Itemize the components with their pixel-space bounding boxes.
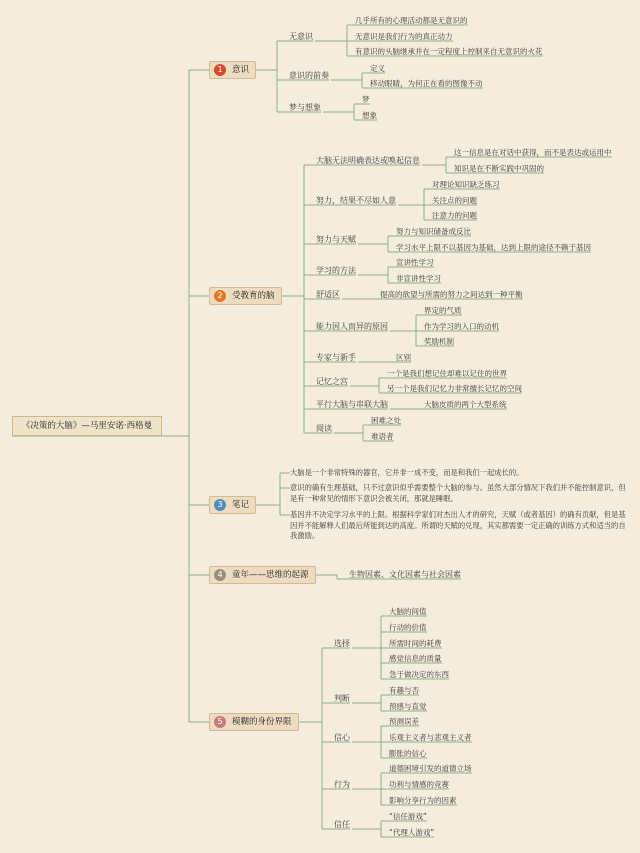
b1-c3-item-2: 想象 — [362, 111, 377, 120]
b2-c8-item-1: 一个是我们想记住却难以记住的世界 — [387, 369, 507, 378]
b5-child-1: 选择 — [334, 639, 350, 648]
b5-child-3: 信心 — [334, 733, 350, 742]
b5-c3-item-2: 乐观主义者与悲观主义者 — [389, 733, 472, 742]
b1-child-2: 意识的前奏 — [289, 71, 329, 80]
b1-c1-item-3: 有意识的头脑继承并在一定程度上控制来自无意识的火花 — [355, 47, 543, 56]
b5-c2-item-2: 预感与直觉 — [389, 702, 427, 711]
number-badge-3: 3 — [214, 499, 226, 511]
b5-c1-item-4: 感觉信息的质量 — [389, 654, 442, 663]
b5-c1-item-3: 所需时间的耗费 — [389, 639, 442, 648]
b2-c1-item-2: 知识是在不断实践中巩固的 — [454, 164, 544, 173]
b2-c9-item-1: 大脑皮质的两个大型系统 — [424, 400, 507, 409]
b5-c4-item-1: 道德困境引发的道德立场 — [389, 764, 472, 773]
b2-c7-item-1: 区别 — [396, 353, 411, 362]
b5-c2-item-1: 有趣与否 — [389, 686, 419, 695]
b2-c5-item-1: 提高的欲望与所需的努力之间达到一种平衡 — [380, 290, 523, 299]
b1-c3-item-1: 梦 — [362, 95, 370, 104]
b2-c2-item-1: 对理论知识缺乏练习 — [432, 180, 500, 189]
branch-1-node — [209, 61, 256, 79]
branch-1-label: 意识 — [232, 65, 250, 75]
note-paragraph-3: 基因并不决定学习水平的上限。根据科学家们对杰出人才的研究，天赋（或者基因）的确有贡献，但是基因并不能解释人们最后所能到达的高度。所谓的天赋的兑现，其实都需要一定正确的训练方式和适当的自我激励。 — [290, 510, 626, 541]
b1-c2-item-1: 定义 — [370, 64, 385, 73]
branch-2-node — [209, 287, 282, 305]
number-badge-1: 1 — [214, 64, 226, 76]
b5-c1-item-2: 行动的价值 — [389, 623, 427, 632]
b2-c10-item-1: 困难之处 — [371, 416, 401, 425]
b2-c2-item-3: 注意力的问题 — [432, 211, 477, 220]
branch-3-node — [209, 496, 256, 514]
b2-c1-item-1: 这一信息是在对话中获得，而不是表达或运用中 — [454, 148, 612, 157]
note-paragraph-2: 意识的确有生理基础，只不过意识似乎需要整个大脑的参与。虽然大部分情况下我们并不能控制意识，但是有一种常见的情形下意识会被关闭，那就是睡眠。 — [290, 483, 626, 503]
b1-c1-item-2: 无意识是我们行为的真正动力 — [355, 32, 453, 41]
b4-child-1: 生物因素、文化因素与社会因素 — [349, 570, 461, 579]
branch-5-node — [209, 713, 299, 731]
b5-child-4: 行为 — [334, 780, 350, 789]
b2-child-8: 记忆之宫 — [316, 377, 348, 386]
b5-child-2: 判断 — [334, 694, 350, 703]
branch-4-node — [209, 566, 316, 584]
branch-4-label: 童年——思维的起源 — [232, 570, 309, 580]
b2-c8-item-2: 另一个是我们记忆力非常擅长记忆的空间 — [387, 384, 522, 393]
b2-child-6: 能力因人而异的原因 — [316, 322, 388, 331]
b5-c3-item-1: 预测误差 — [389, 717, 419, 726]
note-paragraph-1: 大脑是一个非常特殊的器官，它并非一成不变，而是和我们一起成长的。 — [290, 468, 524, 477]
b5-c5-item-2: “代理人游戏” — [389, 828, 435, 837]
root-node: 《决策的大脑》—马里安诺·西格曼 — [12, 416, 162, 436]
b2-child-7: 专家与新手 — [316, 353, 356, 362]
branch-3-label: 笔记 — [232, 500, 250, 510]
branch-5-label: 模糊的身份界限 — [232, 717, 292, 727]
number-badge-2: 2 — [214, 290, 226, 302]
b5-c1-item-1: 大脑的间值 — [389, 607, 427, 616]
b2-child-2: 努力，结果不尽如人意 — [316, 196, 396, 205]
b2-child-10: 阅读 — [316, 424, 332, 433]
b2-c3-item-2: 学习水平上限不以基因为基础，达到上限的途径不赖于基因 — [396, 243, 591, 252]
b1-c1-item-1: 几乎所有的心理活动都是无意识的 — [355, 16, 468, 25]
branch-2-label: 受教育的脑 — [232, 291, 275, 301]
b2-c6-item-1: 界定的气质 — [424, 306, 462, 315]
b2-c10-item-2: 难语者 — [371, 432, 394, 441]
b2-child-9: 平行大脑与串联大脑 — [316, 400, 388, 409]
b2-c4-item-1: 宣讲性学习 — [396, 258, 434, 267]
b5-c5-item-1: “信任游戏” — [389, 812, 427, 821]
b2-child-3: 努力与天赋 — [316, 235, 356, 244]
b5-c1-item-5: 急于做决定的东西 — [389, 670, 449, 679]
b1-child-3: 梦与想象 — [289, 103, 321, 112]
b2-c6-item-2: 作为学习的入口的动机 — [424, 322, 499, 331]
b2-child-4: 学习的方法 — [316, 266, 356, 275]
b2-child-1: 大脑无法明确表达或唤起信息 — [316, 156, 420, 165]
b1-c2-item-2: 移动眼睛，为何正在看的图像不动 — [370, 79, 483, 88]
b5-c4-item-2: 功利与情感的竞赛 — [389, 780, 449, 789]
b1-child-1: 无意识 — [289, 32, 313, 41]
b5-c4-item-3: 影响分享行为的因素 — [389, 796, 457, 805]
b2-child-5: 舒适区 — [316, 290, 340, 299]
b2-c3-item-1: 努力与知识储备成反比 — [396, 227, 471, 236]
number-badge-5: 5 — [214, 716, 226, 728]
b5-c3-item-3: 膨胀的信心 — [389, 749, 427, 758]
number-badge-4: 4 — [214, 569, 226, 581]
b2-c6-item-3: 奖励机制 — [424, 337, 454, 346]
b2-c2-item-2: 关注点的问题 — [432, 196, 477, 205]
b2-c4-item-2: 非宣讲性学习 — [396, 274, 441, 283]
b5-child-5: 信任 — [334, 820, 350, 829]
